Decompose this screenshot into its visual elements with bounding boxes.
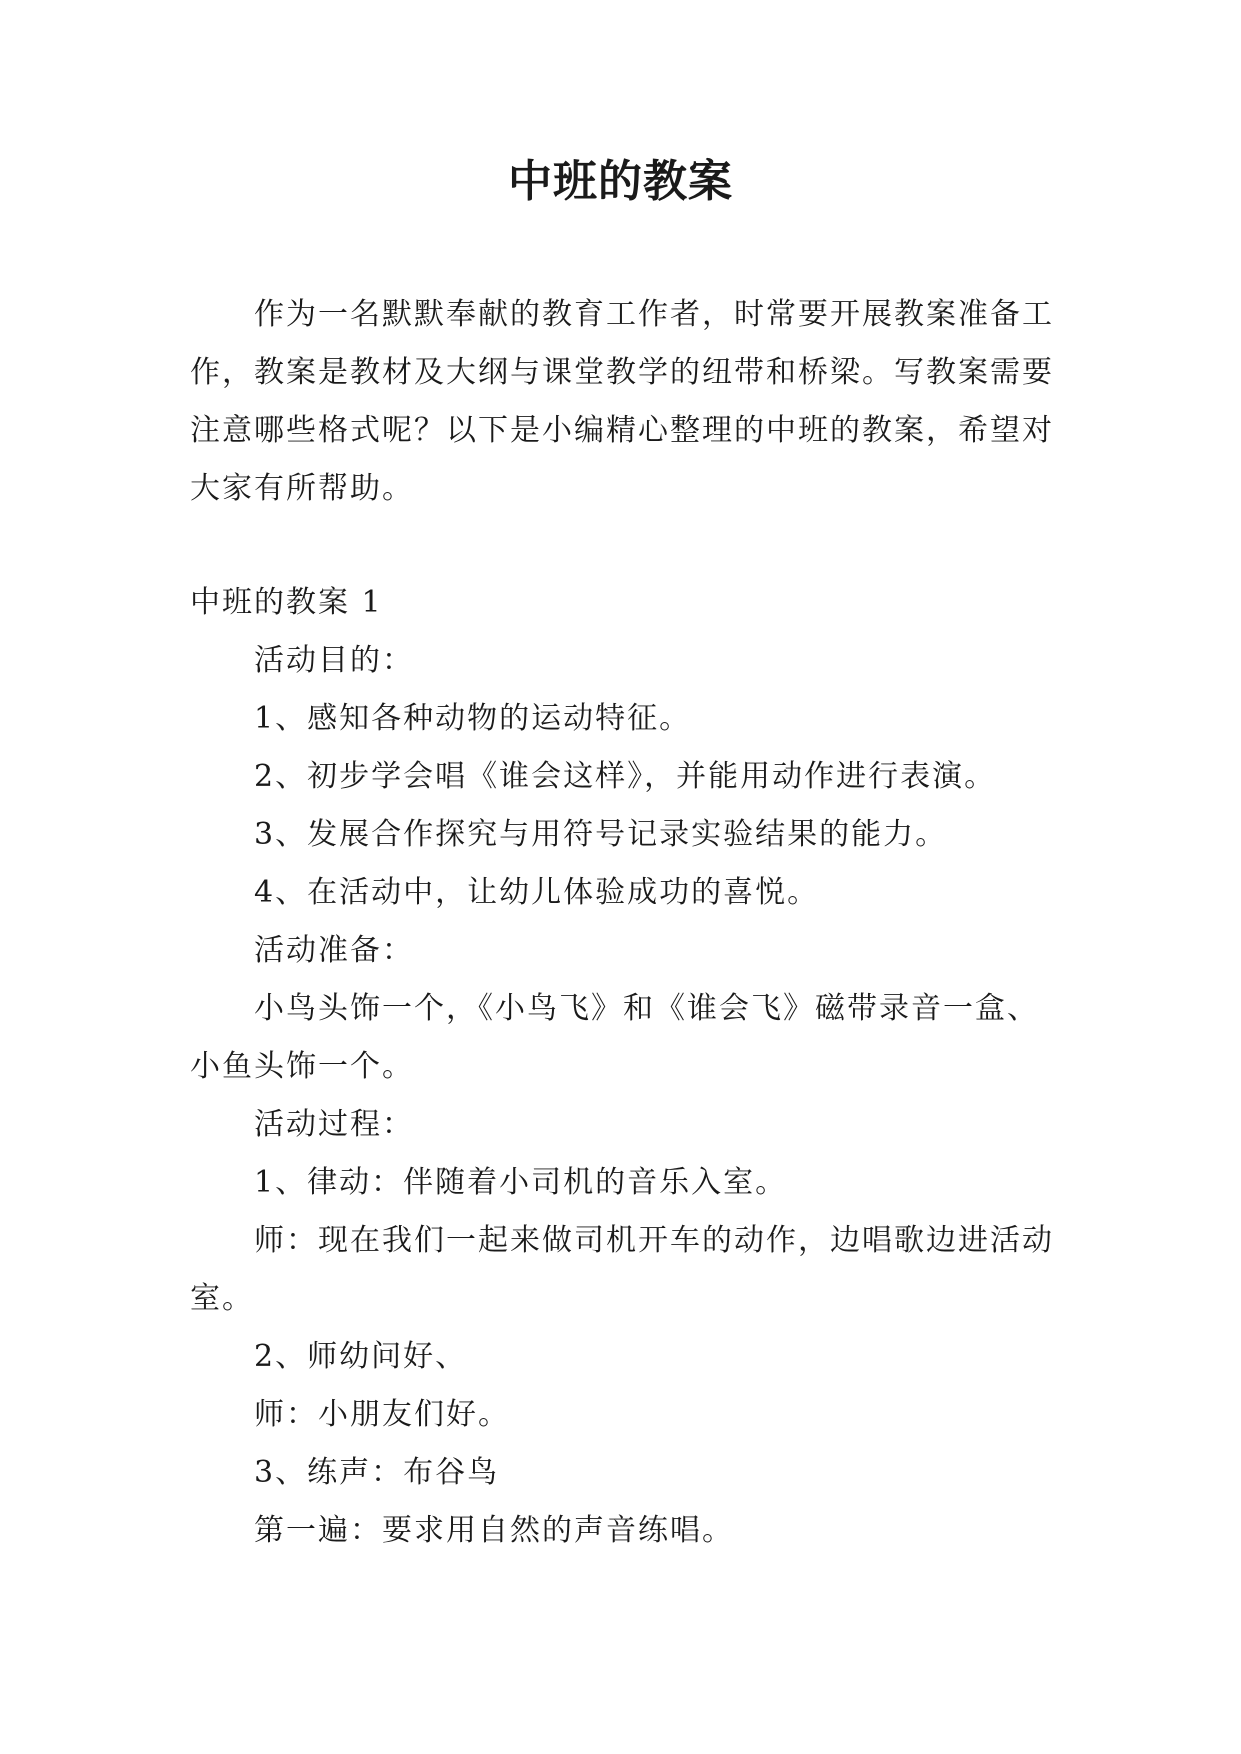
section-heading: 中班的教案 1 bbox=[190, 585, 383, 620]
paragraph-goal-4: 4、在活动中，让幼儿体验成功的喜悦。 bbox=[254, 875, 820, 910]
paragraph-first-round: 第一遍：要求用自然的声音练唱。 bbox=[254, 1513, 734, 1548]
paragraph-goal-3: 3、发展合作探究与用符号记录实验结果的能力。 bbox=[254, 817, 948, 852]
paragraph-goal-2: 2、初步学会唱《谁会这样》，并能用动作进行表演。 bbox=[254, 759, 997, 794]
document-title: 中班的教案 bbox=[508, 156, 733, 207]
paragraph-activity-goals-heading: 活动目的： bbox=[254, 643, 414, 678]
paragraph-step-1: 1、律动：伴随着小司机的音乐入室。 bbox=[254, 1165, 788, 1200]
paragraph-goal-1: 1、感知各种动物的运动特征。 bbox=[254, 701, 692, 736]
paragraph-teacher-line-2: 师：小朋友们好。 bbox=[254, 1397, 510, 1432]
document-body bbox=[190, 286, 1070, 1560]
paragraph-preparation-heading: 活动准备： bbox=[254, 933, 414, 968]
paragraph-preparation-items: 小鸟头饰一个，《小鸟飞》和《谁会飞》磁带录音一盒、小鱼头饰一个。 bbox=[190, 991, 1039, 1084]
intro-paragraph: 作为一名默默奉献的教育工作者，时常要开展教案准备工作，教案是教材及大纲与课堂教学的纽带和桥梁。写教案需要注意哪些格式呢？以下是小编精心整理的中班的教案，希望对大家有所帮助。 bbox=[190, 297, 1054, 506]
paragraph-step-3: 3、练声：布谷鸟 bbox=[254, 1455, 500, 1490]
paragraph-teacher-line-1: 师：现在我们一起来做司机开车的动作，边唱歌边进活动室。 bbox=[190, 1223, 1054, 1316]
paragraph-process-heading: 活动过程： bbox=[254, 1107, 414, 1142]
paragraph-step-2: 2、师幼问好、 bbox=[254, 1339, 468, 1374]
